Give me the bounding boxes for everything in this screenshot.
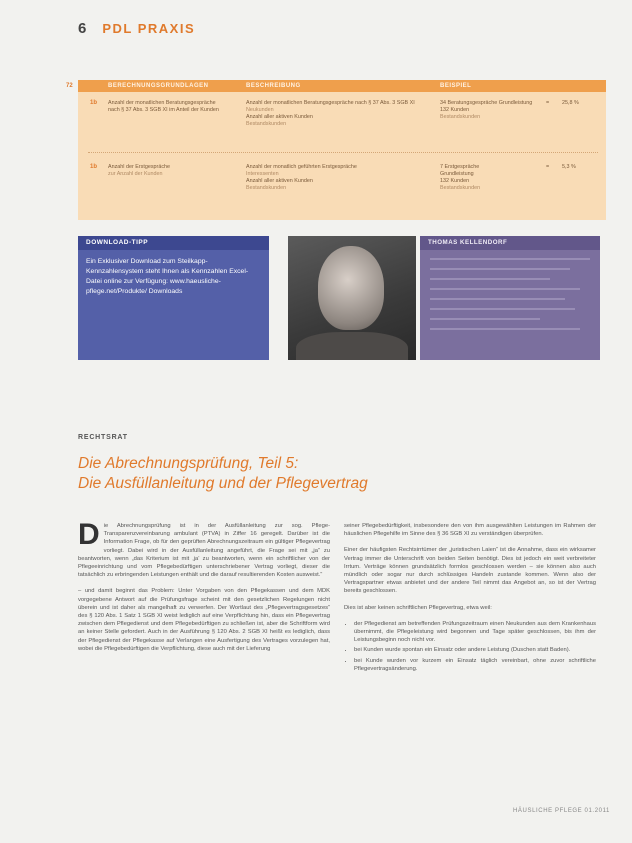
section-title: PDL PRAXIS [102,20,196,36]
list-item: • bei Kunden wurde spontan ein Einsatz oder andere Leistung (Duschen statt Baden). [354,646,596,654]
profile-text-line [430,308,575,310]
article-paragraph: Dies ist aber keinen schriftlichen Pflegevertrag, etwa weil: [344,604,492,611]
download-tip-box [78,236,269,360]
article-paragraph: Einer der häufigsten Rechtsirrtümer der „juristischen Laien“ ist die Annahme, dass ein wirksamer Vertrag immer die Unterschrift von beiden Seiten benötigt. Dies ist jedoch ein weit verbreiteter Irrtum. Verträge können grundsätzlich formlos geschlossen werden – sie können also auch mündlich oder sogar nur durch schlüssiges Handeln zustande kommen. Wenn also der Vertragspartner etwas anbietet und der andere Teil nimmt das Angebot an, so ist der Vertrag bereits geschlossen. [344,547,596,595]
author-profile-box [420,236,600,360]
profile-text-line [430,318,540,320]
article-title-line2: Die Ausfüllanleitung und der Pflegevertrag [78,475,368,492]
article-bullet-list [344,620,596,673]
article-paragraph: Die Abrechnungsprüfung ist in der Ausfüllanleitung zur sog. Pflege-Transparenzvereinbarung ambulant (PTVA) in Ziffer 16 geregelt. Darüber ist die Information Frage, ob für den geprüften Abrechnungszeitraum ein gültiger Pflegevertrag vorliegt. Dabei wird in der Ausfüllanleitung angeführt, die Frage sei mit „ja“ zu beantworten, wenn „das Kriterium ist mit ‚ja‘ zu beantworten, wenn ein schriftlicher von der Pflegeeinrichtung und vom Pflegebedürftigen unterschriebener Vertrag vorliegt, dieser die tatsächlich zu erbringenden Leistungen enthält und die darauf resultierenden Kosten ausweist.“ [78,518,330,579]
article-title [78,454,598,494]
page-number: 6 [78,19,87,37]
row-example: 34 Beratungsgespräche Grundleistung 132 Kunden Bestandskunden [440,100,533,120]
margin-number: 72 [66,83,73,89]
table-divider [88,152,598,153]
portrait-face [318,246,384,330]
article-column-right [344,522,596,675]
page-footer: HÄUSLICHE PFLEGE 01.2011 [513,808,610,814]
row-index: 1b [90,164,98,170]
profile-text-line [430,288,580,290]
profile-text-line [430,278,550,280]
profile-text-line [430,258,590,260]
author-portrait [288,236,416,360]
article-column-left [78,518,330,661]
portrait-shirt [296,332,408,360]
author-name: THOMAS KELLENDORF [420,236,600,250]
article-category: RECHTSRAT [78,434,128,441]
profile-text-line [430,268,570,270]
page-header [78,14,618,42]
table-header-example: BEISPIEL [440,83,472,89]
article-title-line1: Die Abrechnungsprüfung, Teil 5: [78,455,299,472]
table-header-description: BESCHREIBUNG [246,83,301,89]
row-index: 1b [90,100,98,106]
row-basis: Anzahl der Erstgespräche zur Anzahl der Kunden [108,164,171,177]
profile-text-line [430,328,580,330]
download-tip-text[interactable]: Ein Exklusiver Download zum Steilkapp-Kennzahlensystem steht Ihnen als Kennzahlen Excel-Datei online zur Verfügung: www.haeusliche-pflege.net/Produkte/ Downloads [86,258,249,295]
table-header [78,80,606,92]
row-example: 7 Erstgespräche Grundleistung 132 Kunden Bestandskunden [440,164,481,191]
drop-cap: D [78,518,100,551]
article-paragraph: seiner Pflegebedürftigkeit, insbesondere den von ihm ausgewählten Leistungen im Rahmen der häuslichen Pflegehilfe im Sinne des § 36 SGB XI zu verständigen überprüfen. [344,523,596,538]
row-description: Anzahl der monatlich geführten Erstgespräche Interessenten Anzahl aller aktiven Kunden Bestandskunden [246,164,357,191]
row-percent: 5,3 % [562,164,576,170]
list-item: • bei Kunde wurden vor kurzem ein Einsatz täglich vereinbart, ohne zuvor schriftliche Pflegevertragsänderung. [354,657,596,673]
profile-text-line [430,298,565,300]
kpi-table [78,80,606,220]
article-paragraph: – und damit beginnt das Problem: Unter Vorgaben von den Pflegekassen und dem MDK vorgegebene Antwort auf die Prüfungsfrage scheint mit den gesetzlichen Regelungen nicht überein und ist daher als mangelhaft zu verwerfen. Der Wortlaut des „Pflegevertragsgesetzes“ des § 120 Abs. 1 Satz 1 SGB XI weist lediglich auf eine Verpflichtung hin, dass ein Pflegevertrag zwischen dem Pflegedienst und dem Pflegebedürftigen zu schließen ist, aber die Schriftform wird an keiner Stelle gefordert. Auch in der Ausführung § 120 Abs. 2 SGB XI heißt es lediglich, dass der Pflegedienst der Pflegekasse auf Verlangen eine Ausfertigung des Vertrages vorzulegen hat, wobei die Pflegebedürftigen die Verpflichtung, diese auch mit der Lieferung [78,588,330,652]
list-item: • der Pflegedienst am betreffenden Prüfungszeitraum einen Neukunden aus dem Krankenhaus übernimmt, die Pflegeleistung wird begonnen und Tage später geschlossen, bis ihm der Leistungsbeginn noch nicht vor. [354,620,596,645]
row-basis: Anzahl der monatlichen Beratungsgespräche nach § 37 Abs. 3 SGB XI im Anteil der Kunden [108,100,219,113]
row-percent: 25,8 % [562,100,579,106]
download-tip-title: DOWNLOAD-TIPP [78,236,269,250]
table-header-basis: BERECHNUNGSGRUNDLAGEN [108,83,209,89]
row-description: Anzahl der monatlichen Beratungsgespräche nach § 37 Abs. 3 SGB XI Neukunden Anzahl aller aktiven Kunden Bestandskunden [246,100,415,127]
row-equals: = [546,100,550,106]
row-equals: = [546,164,550,170]
